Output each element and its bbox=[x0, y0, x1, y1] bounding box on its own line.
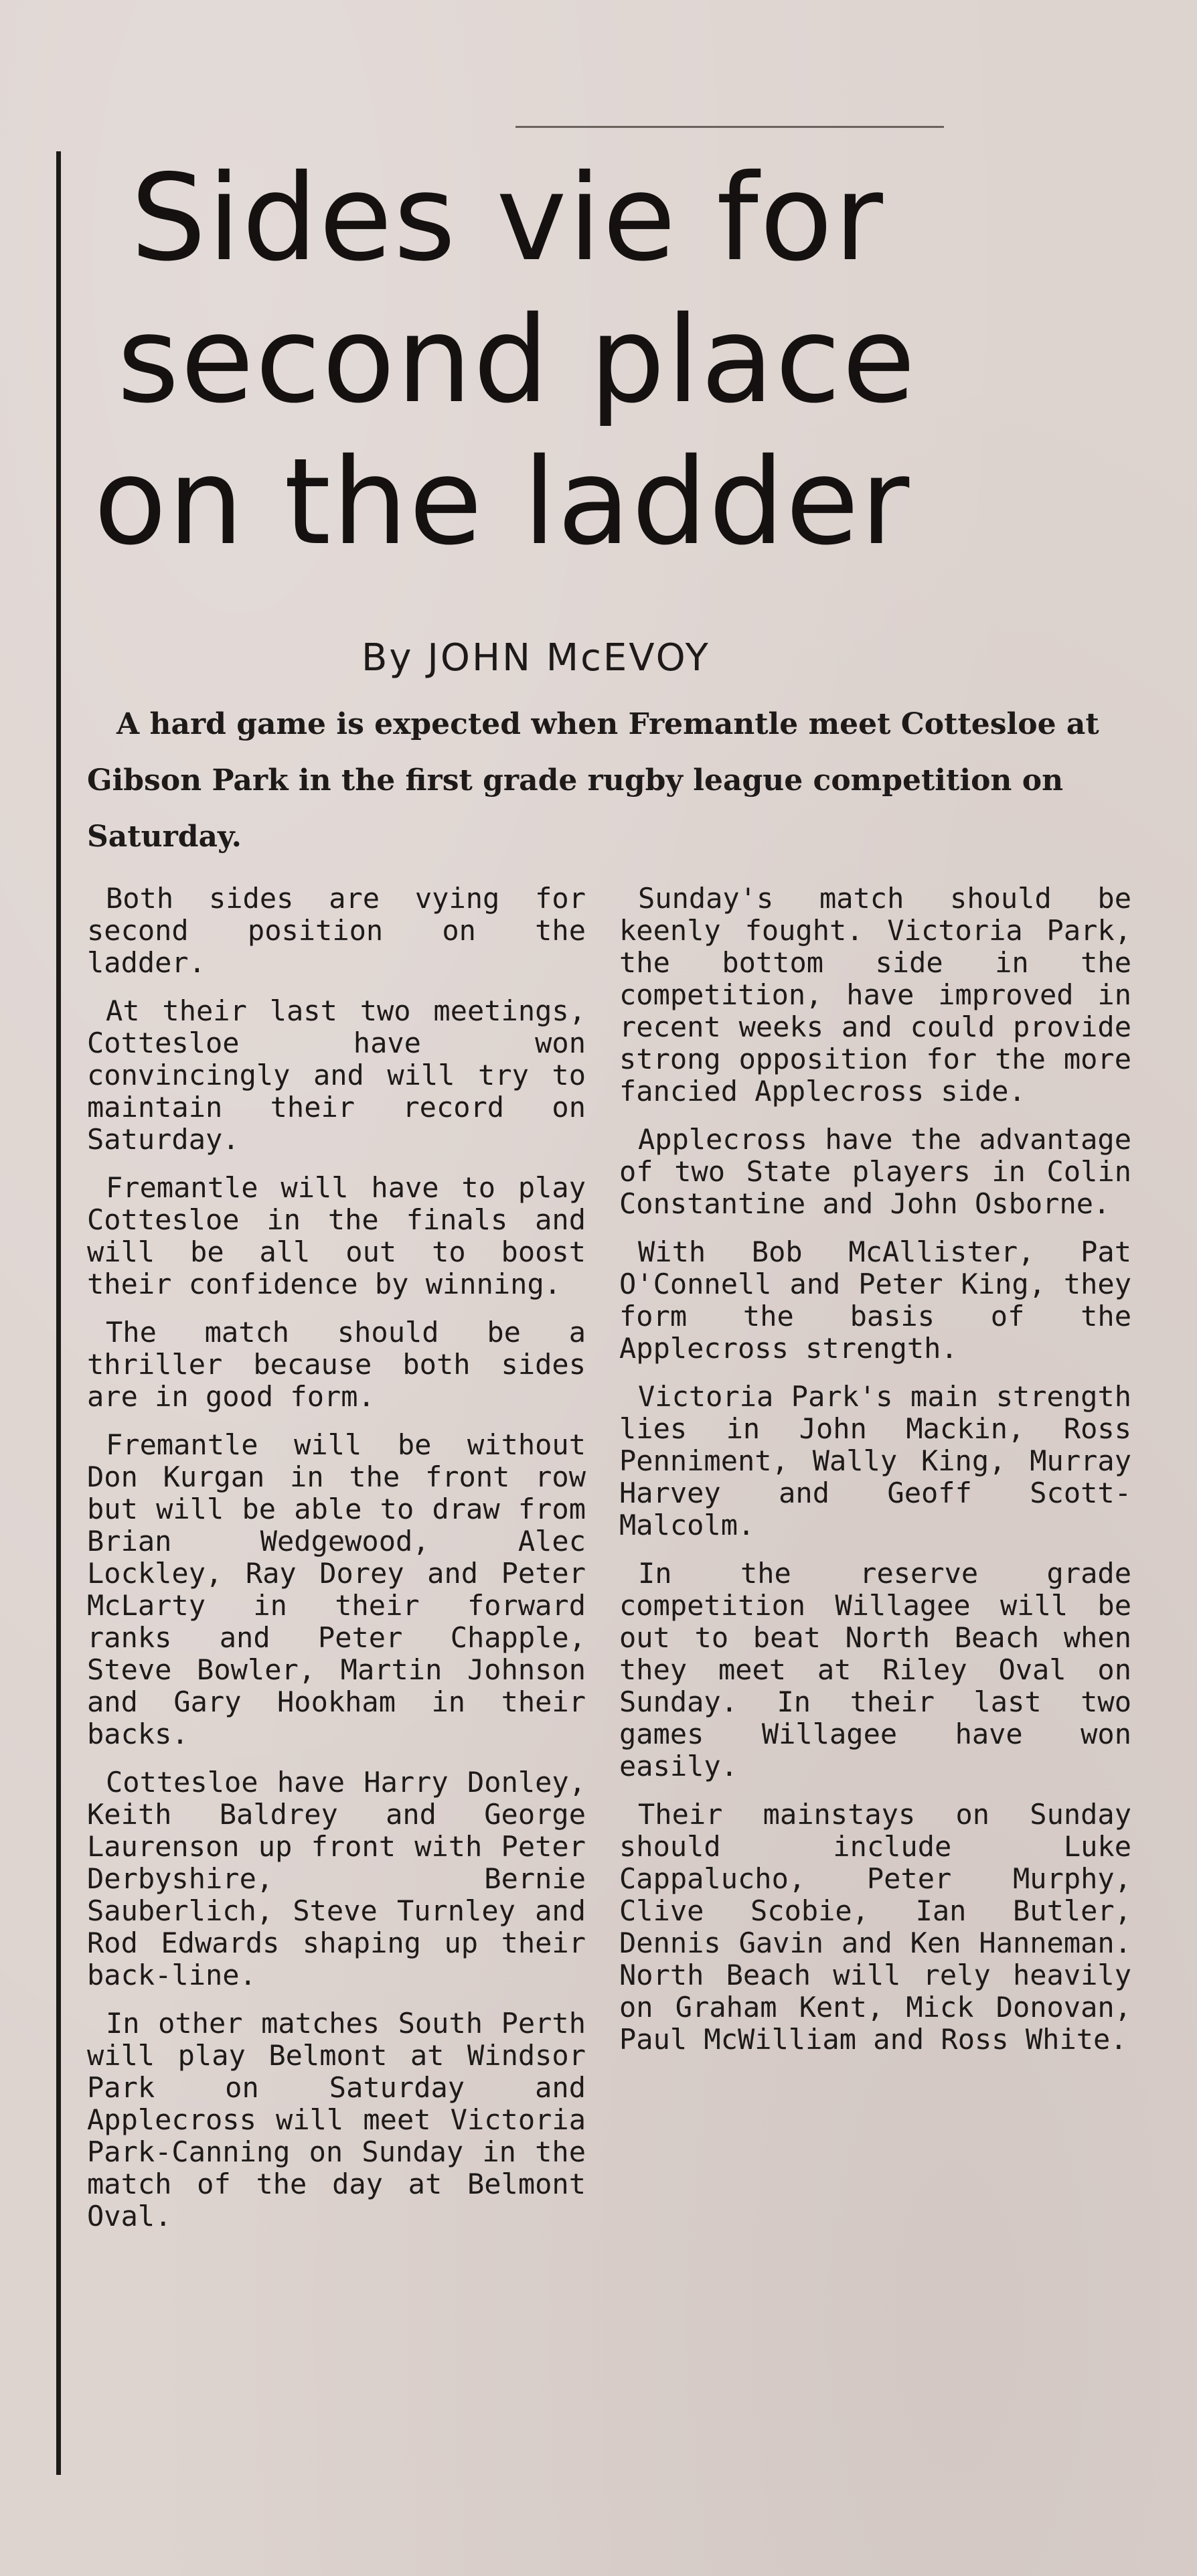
paragraph: At their last two meetings, Cottesloe have won convincingly and will try to maintain their record on Saturday. bbox=[87, 994, 586, 1156]
headline bbox=[94, 147, 1138, 573]
top-rule bbox=[515, 126, 944, 128]
paragraph: Victoria Park's main strength lies in John Mackin, Ross Penniment, Wally King, Murray Harvey and Geoff Scott-Malcolm. bbox=[619, 1380, 1131, 1541]
paragraph: Their mainstays on Sunday should include Luke Cappalucho, Peter Murphy, Clive Scobie, Ian Butler, Dennis Gavin and Ken Hanneman. North Beach will rely heavily on Graham Kent, Mick Donovan, Paul McWilliam and Ross White. bbox=[619, 1798, 1131, 2056]
headline-line-3: on the ladder bbox=[94, 433, 911, 571]
article-columns bbox=[87, 883, 1131, 2249]
paragraph: Both sides are vying for second position on the ladder. bbox=[87, 882, 586, 979]
paragraph: Cottesloe have Harry Donley, Keith Baldrey and George Laurenson up front with Peter Derbyshire, Bernie Sauberlich, Steve Turnley and Rod Edwards shaping up their back-line. bbox=[87, 1766, 586, 1991]
headline-line-2: second place bbox=[117, 291, 917, 429]
lede-paragraph bbox=[87, 696, 1131, 865]
byline: By JOHN McEVOY bbox=[362, 636, 710, 680]
lede-text: A hard game is expected when Fremantle meet Cottesloe at Gibson Park in the first grade rugby league competition on Saturday. bbox=[87, 707, 1099, 854]
paragraph: With Bob McAllister, Pat O'Connell and Peter King, they form the basis of the Applecross strength. bbox=[619, 1235, 1131, 1365]
paragraph: Fremantle will be without Don Kurgan in the front row but will be able to draw from Brian Wedgewood, Alec Lockley, Ray Dorey and Peter McLarty in their forward ranks and Peter Chapple, Steve Bowler, Martin Johnson and Gary Hookham in their backs. bbox=[87, 1428, 586, 1750]
paragraph: Applecross have the advantage of two State players in Colin Constantine and John Osborne. bbox=[619, 1123, 1131, 1220]
paragraph: Fremantle will have to play Cottesloe in the finals and will be all out to boost their confidence by winning. bbox=[87, 1171, 586, 1300]
newspaper-clipping bbox=[47, 121, 1158, 2504]
left-column bbox=[87, 883, 586, 2249]
paragraph: Sunday's match should be keenly fought. Victoria Park, the bottom side in the competition, have improved in recent weeks and could provide strong opposition for the more fancied Applecross side. bbox=[619, 882, 1131, 1108]
paragraph: In the reserve grade competition Willagee will be out to beat North Beach when they meet at Riley Oval on Sunday. In their last two games Willagee have won easily. bbox=[619, 1557, 1131, 1783]
paragraph: The match should be a thriller because both sides are in good form. bbox=[87, 1316, 586, 1413]
headline-line-1: Sides vie for bbox=[131, 149, 884, 287]
paragraph: In other matches South Perth will play Belmont at Windsor Park on Saturday and Applecross will meet Victoria Park-Canning on Sunday in the match of the day at Belmont Oval. bbox=[87, 2007, 586, 2232]
left-column-rule bbox=[56, 151, 61, 2475]
right-column bbox=[619, 883, 1131, 2249]
